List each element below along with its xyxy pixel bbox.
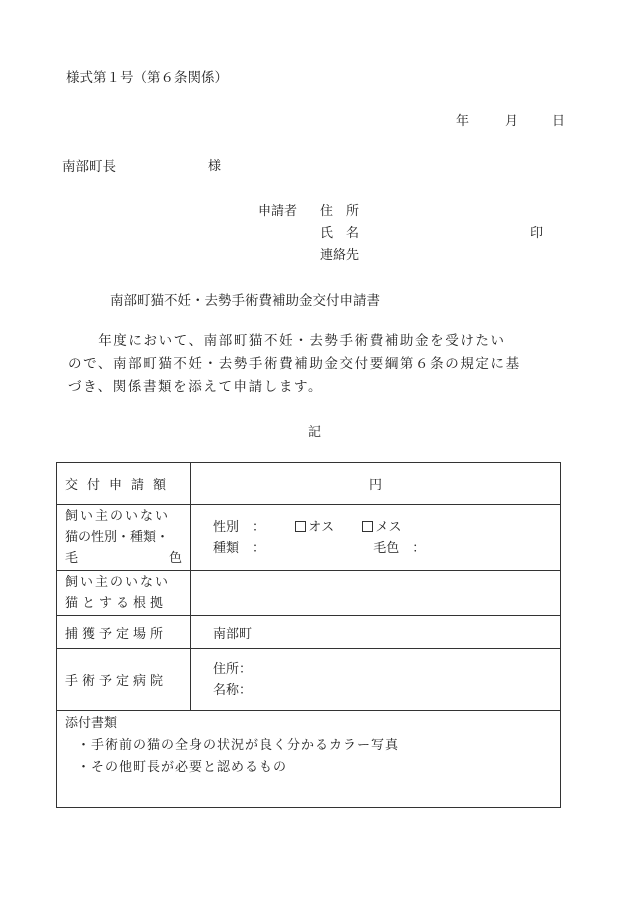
application-table	[56, 462, 561, 808]
capture-location-label: 捕獲予定場所	[65, 626, 168, 642]
addressee-honorific: 様	[208, 159, 222, 174]
capture-location-value: 南部町	[213, 626, 253, 642]
cat-details-label-3a: 毛	[65, 551, 79, 566]
cat-details-label-3b: 色	[168, 551, 182, 566]
attachments-heading: 添付書類	[65, 716, 118, 731]
addressee: 南部町長	[62, 159, 116, 175]
type-color-line	[213, 538, 560, 559]
applicant-role: 申請者	[258, 204, 298, 219]
color-label: 毛色 ：	[373, 540, 426, 556]
cat-details-value-cell	[191, 505, 561, 571]
row-stray-basis	[57, 571, 561, 616]
row-cat-details	[57, 505, 561, 571]
capture-location-value-cell[interactable]	[191, 616, 561, 649]
type-label: 種類 ：	[213, 540, 266, 556]
date-day-label: 日	[552, 114, 566, 129]
attachment-item-1: ・手術前の猫の全身の状況が良く分かるカラー写真	[77, 738, 400, 753]
hospital-label: 手術予定病院	[65, 674, 168, 689]
name-label: 氏 名	[320, 226, 360, 241]
cat-details-label-3	[65, 548, 182, 569]
hospital-name-label: 名称：	[213, 682, 253, 698]
attachments-cell	[57, 711, 561, 808]
attachment-item-2: ・その他町長が必要と認めるもの	[77, 760, 288, 775]
cat-details-label-2: 猫の性別・種類・	[65, 530, 170, 545]
cat-details-label-1: 飼い主のいない	[65, 509, 171, 524]
body-paragraph	[68, 330, 568, 399]
row-grant-amount	[57, 463, 561, 505]
date-year-label: 年	[456, 114, 470, 129]
row-hospital	[57, 649, 561, 711]
grant-amount-label-cell	[57, 463, 191, 505]
yen-unit: 円	[368, 478, 382, 493]
date-month-label: 月	[505, 114, 519, 129]
male-checkbox[interactable]	[295, 521, 306, 532]
male-label: オス	[308, 519, 335, 535]
capture-location-label-cell	[57, 616, 191, 649]
address-label: 住 所	[320, 204, 360, 219]
body-line-2: ので、南部町猫不妊・去勢手術費補助金交付要綱第６条の規定に基	[68, 356, 521, 372]
female-label: メス	[375, 519, 402, 535]
sex-label: 性別 ：	[213, 519, 266, 535]
stray-basis-label-2: 猫とする根拠	[65, 596, 168, 611]
hospital-value-cell[interactable]	[191, 649, 561, 711]
row-capture-location	[57, 616, 561, 649]
stray-basis-label-1: 飼い主のいない	[65, 575, 171, 590]
hospital-label-cell	[57, 649, 191, 711]
grant-amount-label: 交付申請額	[65, 478, 176, 493]
document-title: 南部町猫不妊・去勢手術費補助金交付申請書	[110, 293, 380, 309]
stray-basis-label-cell	[57, 571, 191, 616]
hospital-address-label: 住所：	[213, 661, 253, 677]
grant-amount-value-cell[interactable]	[191, 463, 561, 505]
sex-line	[213, 517, 560, 538]
stray-basis-value-cell[interactable]	[191, 571, 561, 616]
contact-label: 連絡先	[320, 248, 360, 263]
form-number: 様式第１号（第６条関係）	[66, 70, 228, 86]
body-line-1: 年度において、南部町猫不妊・去勢手術費補助金を受けたい	[68, 333, 506, 349]
ki-heading: 記	[308, 425, 322, 440]
cat-details-label-cell	[57, 505, 191, 571]
body-line-3: づき、関係書類を添えて申請します。	[68, 379, 324, 395]
row-attachments	[57, 711, 561, 808]
seal-mark: 印	[530, 226, 544, 241]
female-checkbox[interactable]	[362, 521, 373, 532]
